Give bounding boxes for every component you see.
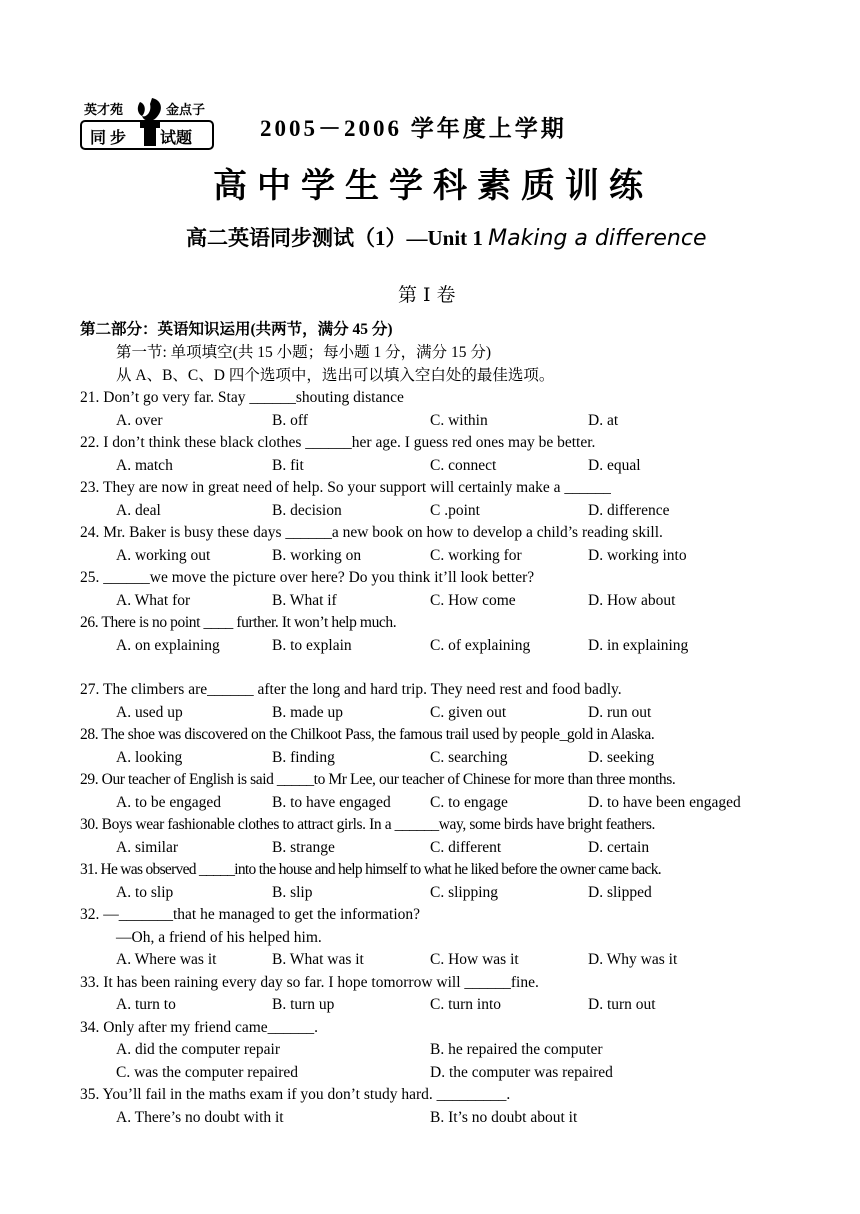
section-title: 第二部分：英语知识运用(共两节，满分 45 分) bbox=[80, 321, 393, 338]
answer-option: A. did the computer repair bbox=[116, 1041, 280, 1058]
answer-option: B. to have engaged bbox=[272, 793, 391, 811]
answer-option: C. turn into bbox=[430, 996, 502, 1013]
answer-option: D. slipped bbox=[588, 883, 652, 901]
answer-option: D. How about bbox=[588, 591, 676, 609]
answer-option: C. within bbox=[430, 411, 488, 429]
answer-option: C. How was it bbox=[430, 951, 519, 968]
answer-option: D. the computer was repaired bbox=[430, 1063, 613, 1081]
answer-option: B. working on bbox=[272, 546, 362, 564]
answer-option: C. different bbox=[430, 838, 502, 856]
question-stem: 22. I don’t think these black clothes ______her age. I guess red ones may be better. bbox=[80, 434, 596, 451]
subtitle bbox=[186, 222, 707, 252]
question-stem: 29. Our teacher of English is said _____to Mr Lee, our teacher of Chinese for more than three months. bbox=[80, 771, 676, 788]
answer-option: A. working out bbox=[116, 546, 211, 564]
answer-option: C. given out bbox=[430, 703, 507, 721]
answer-option: D. in explaining bbox=[588, 636, 689, 654]
answer-option: C. of explaining bbox=[430, 636, 531, 654]
answer-option: A. What for bbox=[116, 591, 191, 609]
question-stem-reply: —Oh, a friend of his helped him. bbox=[116, 928, 322, 946]
year-heading: 2005－2006 学年度上学期 bbox=[260, 116, 567, 141]
answer-option: D. equal bbox=[588, 456, 641, 474]
logo bbox=[80, 96, 214, 150]
answer-option: C. working for bbox=[430, 546, 522, 564]
answer-option: B. What was it bbox=[272, 951, 364, 968]
answer-option: D. to have been engaged bbox=[588, 793, 741, 811]
answer-option: A. over bbox=[116, 411, 163, 429]
answer-option: C. was the computer repaired bbox=[116, 1063, 299, 1081]
answer-option: B. he repaired the computer bbox=[430, 1041, 603, 1058]
answer-option: A. match bbox=[116, 456, 173, 474]
answer-option: C. How come bbox=[430, 591, 516, 609]
logo-text-top-left: 英才苑 bbox=[84, 102, 124, 117]
question-stem: 30. Boys wear fashionable clothes to attract girls. In a ______way, some birds have bright feathers. bbox=[80, 816, 655, 833]
question-stem: 34. Only after my friend came______. bbox=[80, 1018, 319, 1036]
question-stem: 23. They are now in great need of help. So your support will certainly make a ______ bbox=[80, 479, 611, 496]
answer-option: D. certain bbox=[588, 838, 650, 856]
answer-option: D. seeking bbox=[588, 748, 655, 766]
answer-option: D. working into bbox=[588, 546, 687, 564]
subtitle-prefix: 高二英语同步测试（1）—Unit 1 bbox=[186, 226, 489, 250]
question-stem: 33. It has been raining every day so far. I hope tomorrow will ______fine. bbox=[80, 973, 539, 991]
part-one-heading: 第一节: 单项填空(共 15 小题；每小题 1 分，满分 15 分) bbox=[116, 344, 492, 361]
question-stem: 25. ______we move the picture over here? Do you think it’ll look better? bbox=[80, 569, 535, 586]
answer-option: B. finding bbox=[272, 748, 335, 766]
answer-option: C .point bbox=[430, 501, 480, 519]
torch-icon bbox=[132, 96, 166, 148]
question-stem: 21. Don’t go very far. Stay ______shouting distance bbox=[80, 389, 404, 406]
answer-option: A. on explaining bbox=[116, 636, 220, 654]
answer-option: A. deal bbox=[116, 501, 161, 519]
answer-option: B. What if bbox=[272, 591, 337, 609]
answer-option: C. slipping bbox=[430, 883, 499, 901]
logo-text-bottom-left: 同 步 bbox=[90, 130, 127, 147]
volume-heading: 第Ⅰ卷 bbox=[398, 285, 462, 306]
logo-text-bottom-right: 试题 bbox=[160, 130, 193, 147]
main-title: 高中学生学科素质训练 bbox=[213, 168, 653, 205]
answer-option: C. connect bbox=[430, 456, 497, 474]
question-stem: 26. There is no point ____ further. It won’t help much. bbox=[80, 614, 397, 631]
answer-option: C. searching bbox=[430, 748, 508, 766]
answer-option: D. at bbox=[588, 411, 619, 429]
logo-text-top-right: 金点子 bbox=[166, 102, 206, 117]
question-stem: 32. —_______that he managed to get the information? bbox=[80, 906, 421, 923]
question-stem: 24. Mr. Baker is busy these days ______a new book on how to develop a child’s reading skill. bbox=[80, 524, 663, 541]
answer-option: B. off bbox=[272, 411, 308, 429]
question-stem: 28. The shoe was discovered on the Chilkoot Pass, the famous trail used by people_gold in Alaska. bbox=[80, 726, 655, 743]
answer-option: B. turn up bbox=[272, 996, 335, 1013]
question-stem: 27. The climbers are______ after the long and hard trip. They need rest and food badly. bbox=[80, 681, 622, 698]
answer-option: B. It’s no doubt about it bbox=[430, 1108, 578, 1126]
answer-option: D. run out bbox=[588, 703, 652, 721]
answer-option: A. to be engaged bbox=[116, 793, 222, 811]
answer-option: A. similar bbox=[116, 838, 178, 856]
answer-option: C. to engage bbox=[430, 793, 508, 811]
answer-option: B. made up bbox=[272, 703, 344, 721]
answer-option: B. strange bbox=[272, 838, 335, 856]
answer-option: A. used up bbox=[116, 703, 183, 721]
answer-option: D. Why was it bbox=[588, 951, 678, 968]
answer-option: A. Where was it bbox=[116, 951, 217, 968]
answer-option: A. to slip bbox=[116, 883, 174, 901]
answer-option: B. to explain bbox=[272, 636, 352, 654]
answer-option: B. fit bbox=[272, 456, 304, 474]
answer-option: B. slip bbox=[272, 883, 313, 901]
answer-option: A. turn to bbox=[116, 996, 176, 1013]
subtitle-unit-name: Making a difference bbox=[488, 226, 707, 251]
answer-option: A. There’s no doubt with it bbox=[116, 1108, 284, 1126]
answer-option: D. turn out bbox=[588, 996, 656, 1013]
answer-option: B. decision bbox=[272, 501, 342, 519]
question-stem: 31. He was observed _____into the house and help himself to what he liked before the owner came back. bbox=[80, 861, 661, 878]
answer-option: A. looking bbox=[116, 748, 183, 766]
answer-option: D. difference bbox=[588, 501, 670, 519]
instruction-text: 从 A、B、C、D 四个选项中，选出可以填入空白处的最佳选项。 bbox=[116, 367, 555, 384]
question-stem: 35. You’ll fail in the maths exam if you don’t study hard. _________. bbox=[80, 1086, 511, 1103]
